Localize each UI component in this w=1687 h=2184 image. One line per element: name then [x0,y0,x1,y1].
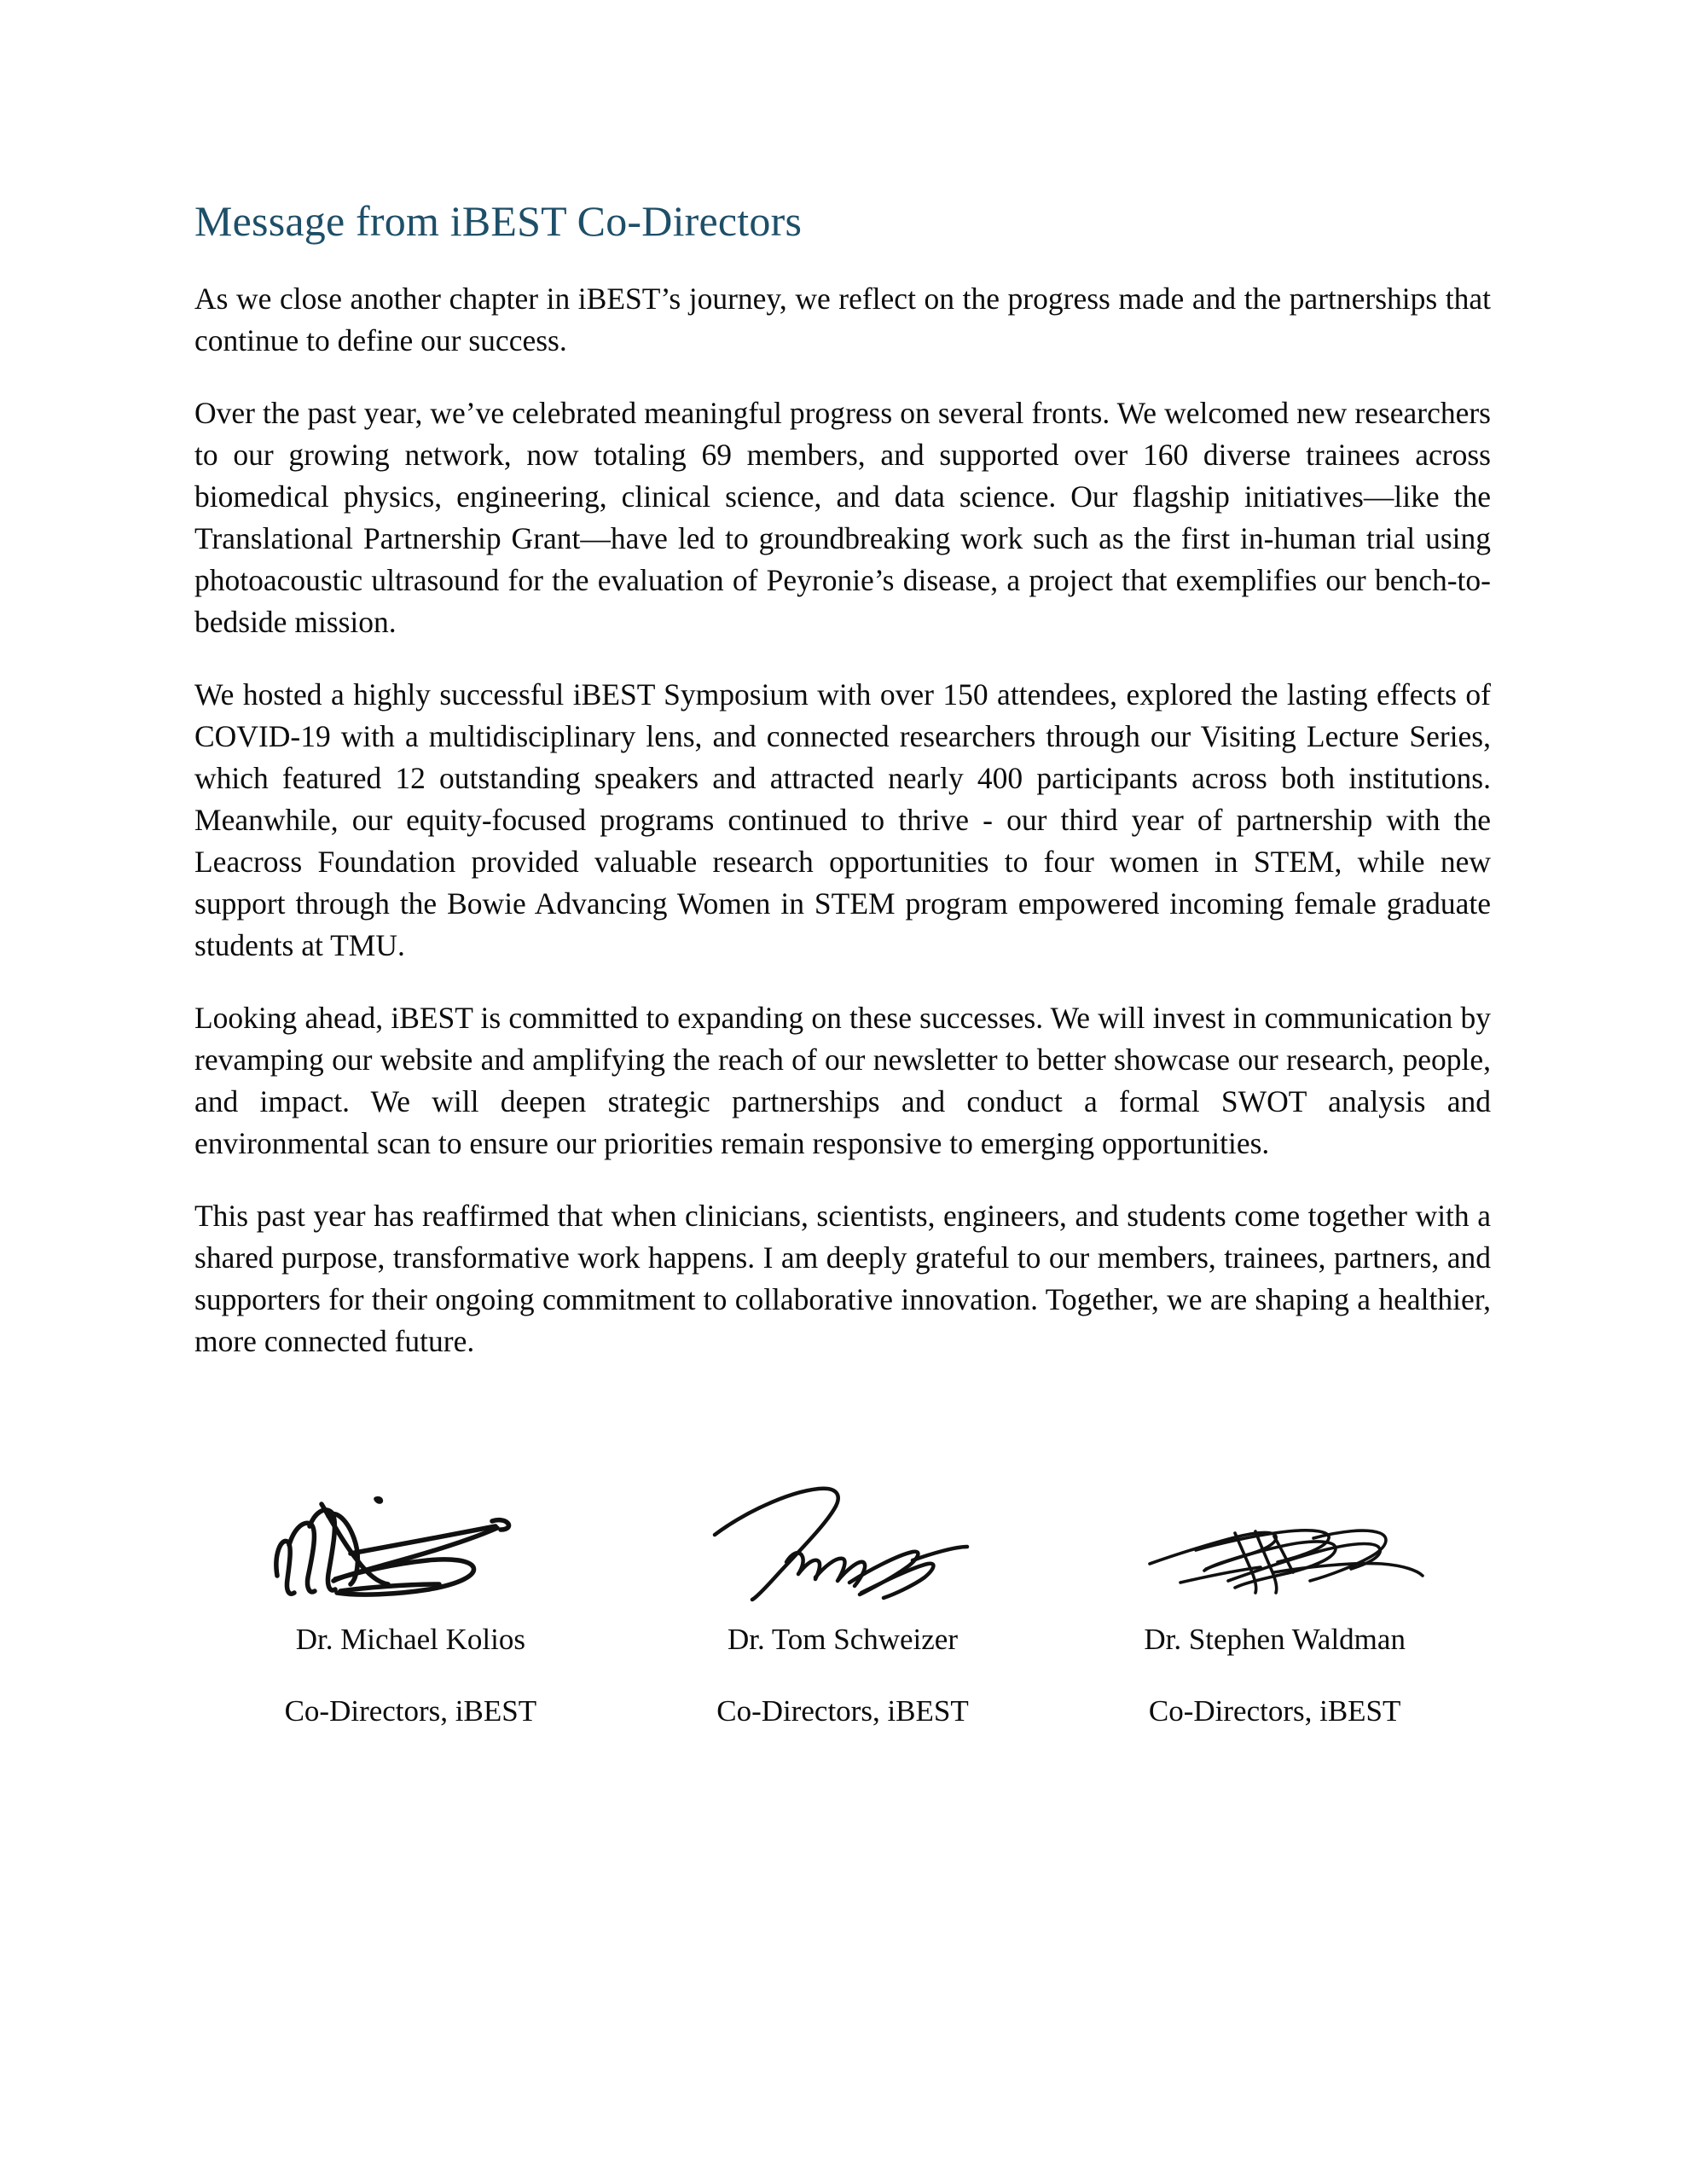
signatory-name: Dr. Tom Schweizer [727,1623,958,1656]
signatory-role: Co-Directors, iBEST [284,1694,537,1728]
signature-block [194,1472,1491,1729]
signatory-column [627,1472,1059,1729]
signatory-column [194,1472,627,1729]
body-paragraph-4: Looking ahead, iBEST is committed to expanding on these successes. We will invest in communication by revamping our website and amplifying the reach of our newsletter to better showcase our research, people, and impact. We will deepen strategic partnerships and conduct a formal SWOT analysis and environmental scan to ensure our priorities remain responsive to emerging opportunities. [194,1001,1491,1160]
body-paragraph-2: Over the past year, we’ve celebrated meaningful progress on several fronts. We welcomed new researchers to our growing network, now totaling 69 members, and supported over 160 diverse trainees across biomedical physics, engineering, clinical science, and data science. Our flagship initiatives—like the Translational Partnership Grant—have led to groundbreaking work such as the first in-human trial using photoacoustic ultrasound for the evaluation of Peyronie’s disease, a project that exemplifies our bench-to-bedside mission. [194,396,1491,639]
handwritten-signature-icon [629,1472,1061,1600]
signatory-role: Co-Directors, iBEST [1148,1694,1401,1728]
body-paragraph-1: As we close another chapter in iBEST’s journey, we reflect on the progress made and the partnerships that continue to define our success. [194,282,1491,357]
signatory-name: Dr. Michael Kolios [295,1623,525,1656]
body-paragraph-5: This past year has reaffirmed that when clinicians, scientists, engineers, and students come together with a shared purpose, transformative work happens. I am deeply grateful to our members, trainees, partners, and supporters for their ongoing commitment to collaborative innovation. Together, we are shaping a healthier, more connected future. [194,1199,1491,1358]
handwritten-signature-icon [1070,1472,1503,1600]
body-paragraph-3: We hosted a highly successful iBEST Symposium with over 150 attendees, explored the lasting effects of COVID-19 with a multidisciplinary lens, and connected researchers through our Visiting Lecture Series, which featured 12 outstanding speakers and attracted nearly 400 participants across both institutions. Meanwhile, our equity-focused programs continued to thrive - our third year of partnership with the Leacross Foundation provided valuable research opportunities to four women in STEM, while new support through the Bowie Advancing Women in STEM program empowered incoming female graduate students at TMU. [194,677,1491,962]
signatory-name: Dr. Stephen Waldman [1144,1623,1406,1656]
page-title: Message from iBEST Co-Directors [194,197,803,245]
signatory-column [1058,1472,1491,1729]
handwritten-signature-icon [189,1472,622,1600]
signatory-role: Co-Directors, iBEST [716,1694,969,1728]
